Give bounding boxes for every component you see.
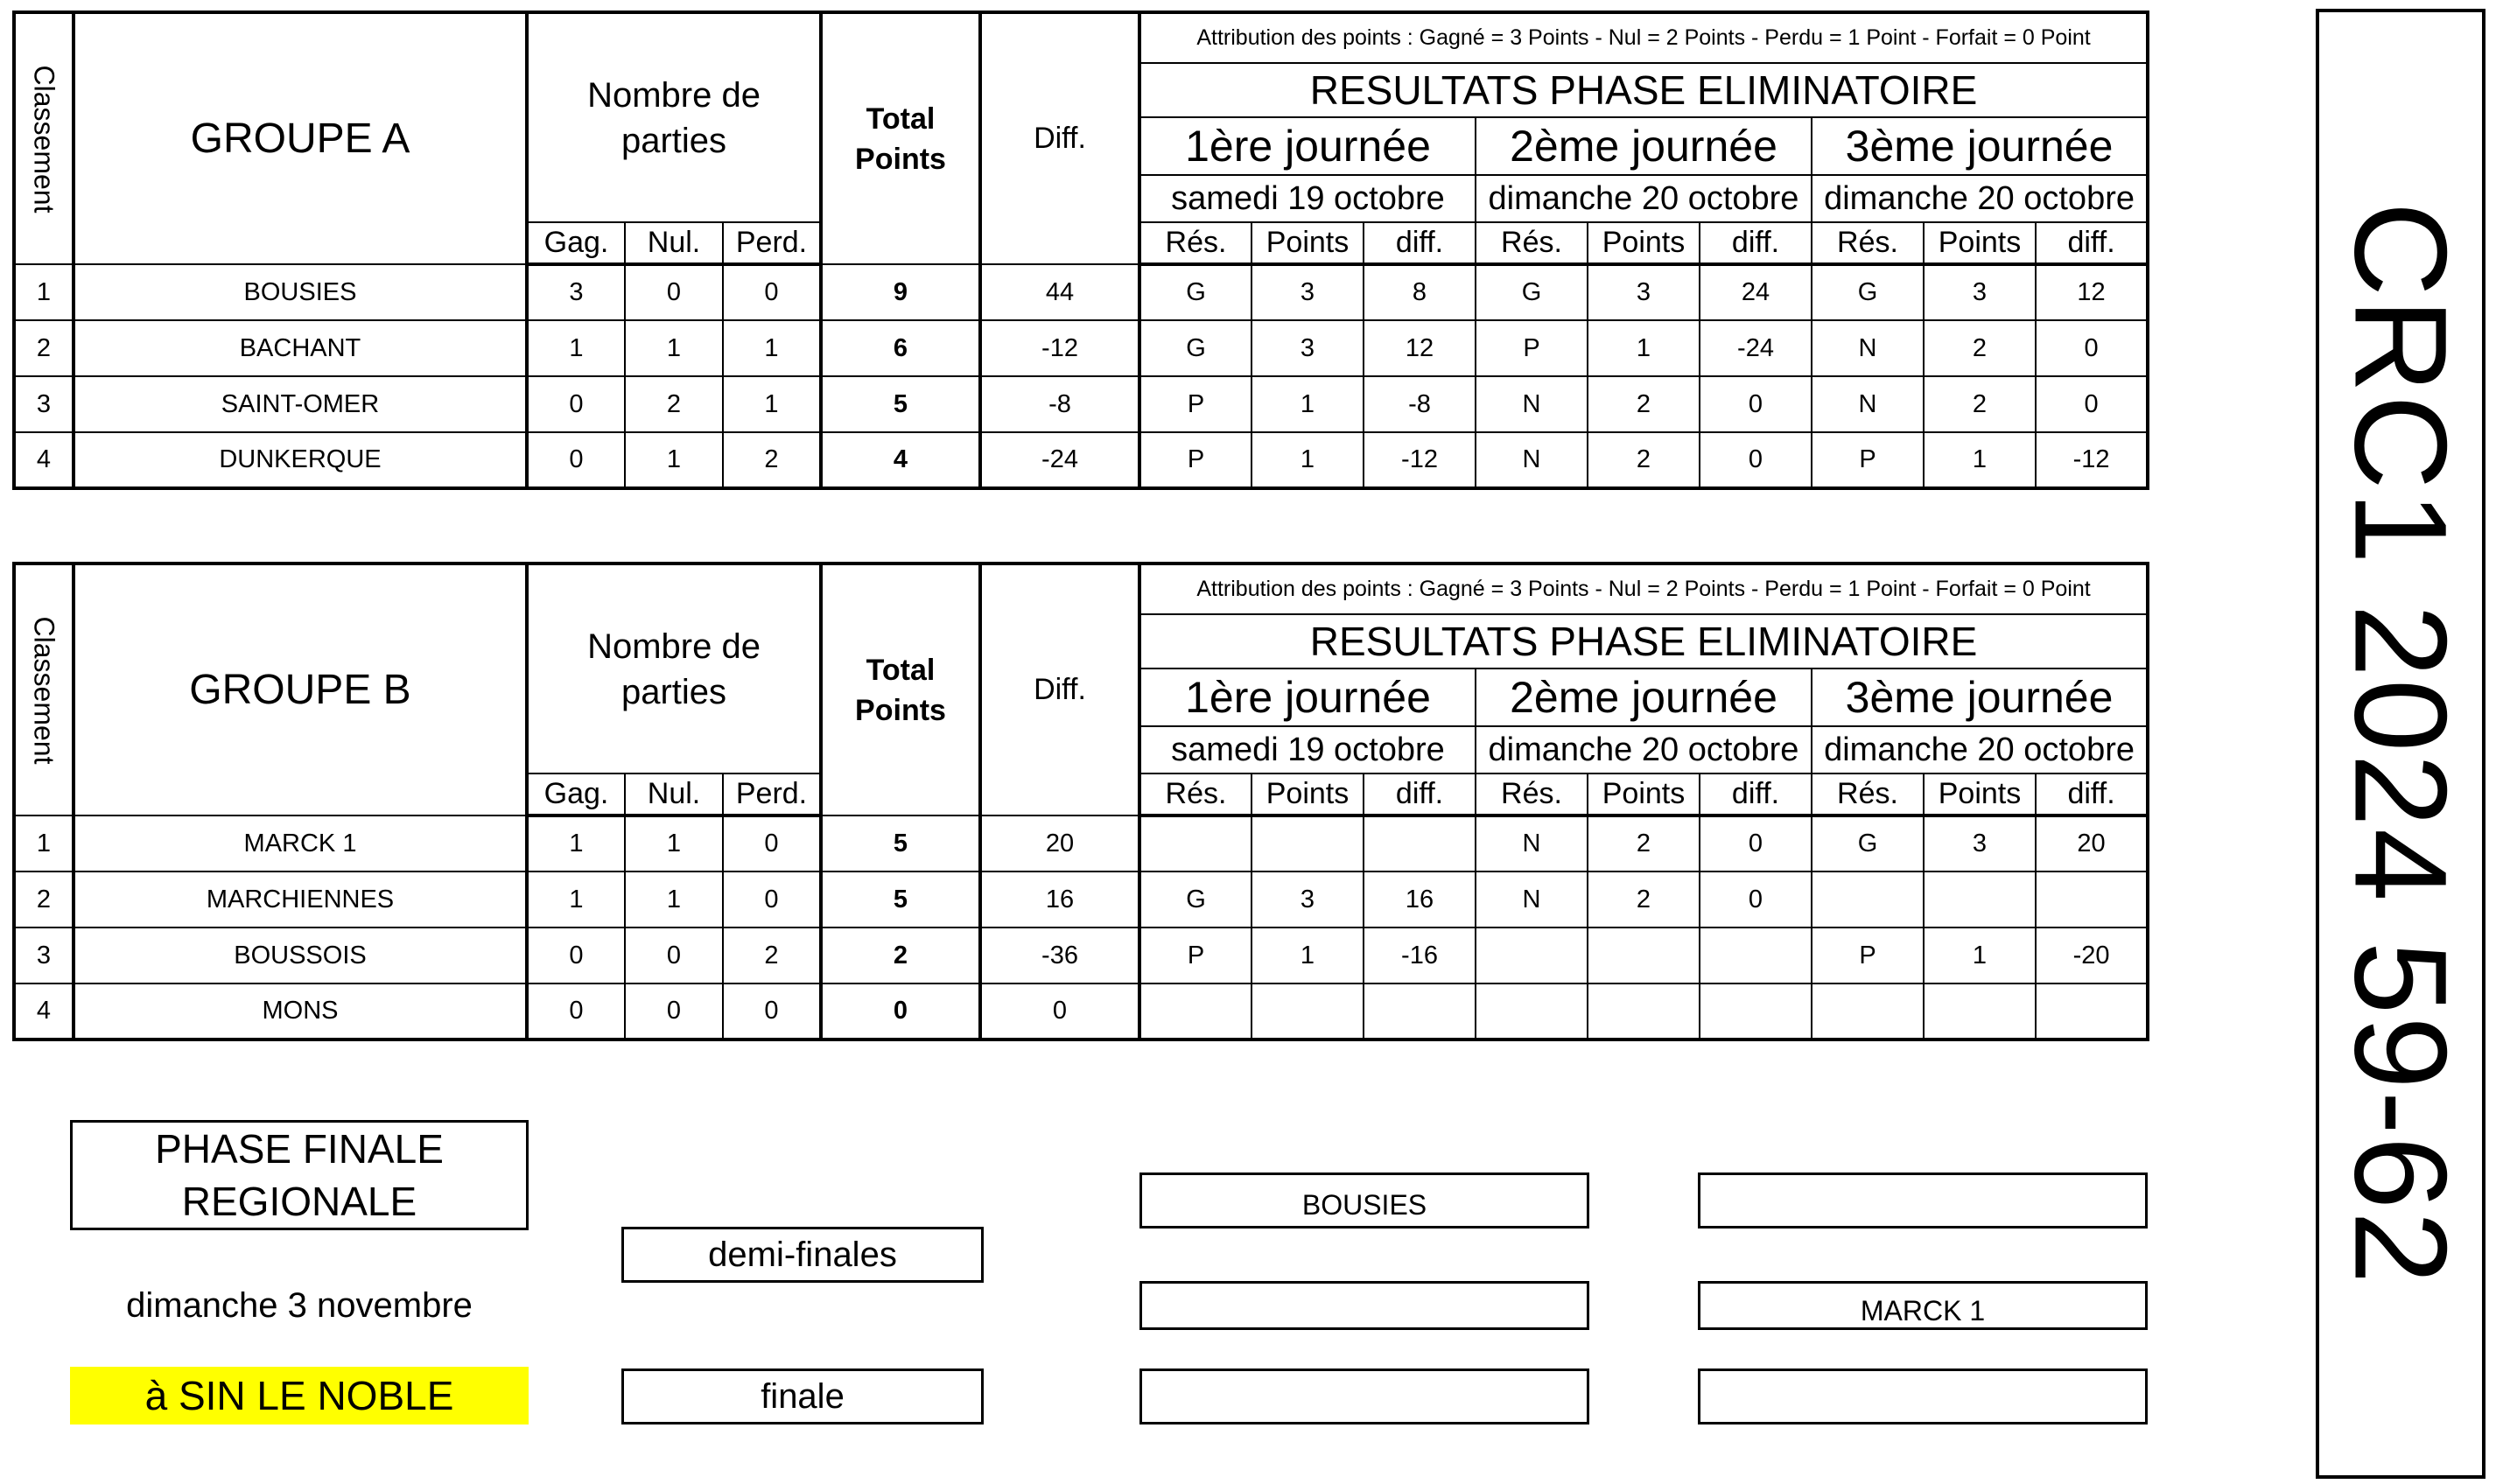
diff-small-cell [1364, 984, 1476, 1040]
points-cell: 2 [1924, 320, 2036, 376]
diff-small-cell: 0 [1700, 376, 1812, 432]
res-header: Rés. [1812, 222, 1924, 264]
res-header: Rés. [1139, 774, 1252, 816]
points-cell [1588, 984, 1700, 1040]
nul-cell: 2 [625, 376, 723, 432]
team-cell: MARCK 1 [74, 816, 527, 872]
rank-cell: 1 [14, 264, 74, 320]
points-cell [1588, 928, 1700, 984]
diff-small-cell: -8 [1364, 376, 1476, 432]
res-cell: G [1812, 264, 1924, 320]
gag-header: Gag. [527, 774, 625, 816]
diff-small-cell: -24 [1700, 320, 1812, 376]
total-cell: 2 [821, 928, 980, 984]
journee-1: 1ère journée [1139, 668, 1476, 726]
points-cell: 1 [1252, 376, 1364, 432]
diff-cell: 20 [980, 816, 1139, 872]
total-points-header: Total Points [821, 564, 980, 816]
classement-header [14, 12, 74, 264]
semi1-team-a: BOUSIES [1139, 1172, 1589, 1228]
points-header: Points [1924, 222, 2036, 264]
finale-location: à SIN LE NOBLE [70, 1367, 529, 1424]
diff-small-header: diff. [2036, 222, 2148, 264]
team-cell: MARCHIENNES [74, 872, 527, 928]
perd-cell: 0 [723, 264, 821, 320]
total-cell: 5 [821, 376, 980, 432]
diff-small-cell: 12 [1364, 320, 1476, 376]
resultats-title: RESULTATS PHASE ELIMINATOIRE [1139, 63, 2148, 117]
res-cell: P [1476, 320, 1588, 376]
classement-header [14, 564, 74, 816]
journee-1: 1ère journée [1139, 117, 1476, 175]
side-title-box [2316, 9, 2485, 1479]
diff-cell: -24 [980, 432, 1139, 488]
total-cell: 5 [821, 816, 980, 872]
rank-cell: 4 [14, 984, 74, 1040]
total-cell: 0 [821, 984, 980, 1040]
nul-cell: 0 [625, 984, 723, 1040]
res-cell [1139, 816, 1252, 872]
res-cell [1139, 984, 1252, 1040]
res-header: Rés. [1812, 774, 1924, 816]
diff-small-cell [2036, 872, 2148, 928]
diff-small-header: diff. [2036, 774, 2148, 816]
nul-header: Nul. [625, 222, 723, 264]
team-cell: DUNKERQUE [74, 432, 527, 488]
res-cell [1812, 872, 1924, 928]
nombre-de-parties-header: Nombre de parties [527, 564, 821, 774]
res-cell: G [1476, 264, 1588, 320]
semi2-team-a [1139, 1281, 1589, 1330]
res-cell: P [1139, 432, 1252, 488]
group-title: GROUPE A [74, 12, 527, 264]
finale-label: finale [621, 1368, 984, 1424]
diff-small-cell: -20 [2036, 928, 2148, 984]
team-cell: SAINT-OMER [74, 376, 527, 432]
rank-cell: 2 [14, 872, 74, 928]
group-table-1 [12, 562, 2149, 1041]
res-cell: P [1139, 376, 1252, 432]
diff-small-cell [1700, 928, 1812, 984]
points-header: Points [1252, 222, 1364, 264]
journee-date-3: dimanche 20 octobre [1812, 175, 2148, 222]
points-cell: 2 [1588, 432, 1700, 488]
total-cell: 5 [821, 872, 980, 928]
diff-cell: 44 [980, 264, 1139, 320]
diff-small-cell: 24 [1700, 264, 1812, 320]
team-row [14, 984, 2148, 1040]
diff-small-cell: -12 [1364, 432, 1476, 488]
team-cell: BACHANT [74, 320, 527, 376]
gag-cell: 3 [527, 264, 625, 320]
points-cell: 3 [1588, 264, 1700, 320]
diff-small-cell: -16 [1364, 928, 1476, 984]
phase-finale-line1: PHASE FINALE [155, 1126, 444, 1172]
res-cell: G [1812, 816, 1924, 872]
points-cell: 2 [1588, 816, 1700, 872]
resultats-title: RESULTATS PHASE ELIMINATOIRE [1139, 614, 2148, 668]
res-cell: G [1139, 320, 1252, 376]
res-cell [1476, 984, 1588, 1040]
attribution-note: Attribution des points : Gagné = 3 Points - Nul = 2 Points - Perdu = 1 Point - Forfait = 0 Point [1139, 12, 2148, 63]
res-cell [1476, 928, 1588, 984]
total-points-header: Total Points [821, 12, 980, 264]
nul-cell: 0 [625, 264, 723, 320]
gag-cell: 0 [527, 432, 625, 488]
points-header: Points [1924, 774, 2036, 816]
points-cell: 3 [1252, 264, 1364, 320]
team-cell: BOUSIES [74, 264, 527, 320]
gag-cell: 0 [527, 984, 625, 1040]
diff-small-cell: 0 [1700, 432, 1812, 488]
points-cell [1924, 984, 2036, 1040]
rank-cell: 2 [14, 320, 74, 376]
res-cell: N [1476, 872, 1588, 928]
points-cell: 2 [1924, 376, 2036, 432]
res-cell: G [1139, 264, 1252, 320]
journee-date-1: samedi 19 octobre [1139, 726, 1476, 774]
diff-small-cell [1700, 984, 1812, 1040]
journee-3: 3ème journée [1812, 668, 2148, 726]
diff-small-cell: 12 [2036, 264, 2148, 320]
phase-finale-line2: REGIONALE [181, 1179, 417, 1224]
final-team-b [1698, 1368, 2148, 1424]
res-cell: P [1139, 928, 1252, 984]
team-row [14, 376, 2148, 432]
diff-small-cell: 16 [1364, 872, 1476, 928]
points-cell: 3 [1924, 816, 2036, 872]
points-cell: 2 [1588, 872, 1700, 928]
points-cell: 1 [1588, 320, 1700, 376]
nul-header: Nul. [625, 774, 723, 816]
res-cell: P [1812, 928, 1924, 984]
points-cell: 1 [1252, 432, 1364, 488]
rank-cell: 4 [14, 432, 74, 488]
res-cell: N [1476, 816, 1588, 872]
points-cell [1252, 984, 1364, 1040]
perd-cell: 0 [723, 984, 821, 1040]
diff-cell: 0 [980, 984, 1139, 1040]
demi-finales-label: demi-finales [621, 1227, 984, 1283]
diff-header: Diff. [980, 12, 1139, 264]
diff-small-cell: 0 [1700, 816, 1812, 872]
rank-cell: 3 [14, 376, 74, 432]
points-cell [1252, 816, 1364, 872]
gag-header: Gag. [527, 222, 625, 264]
nul-cell: 1 [625, 872, 723, 928]
diff-small-cell [1364, 816, 1476, 872]
diff-small-header: diff. [1364, 222, 1476, 264]
diff-small-cell: 8 [1364, 264, 1476, 320]
res-cell: N [1476, 432, 1588, 488]
team-row [14, 872, 2148, 928]
total-cell: 6 [821, 320, 980, 376]
team-row [14, 432, 2148, 488]
nul-cell: 1 [625, 432, 723, 488]
classement-label: Classement [28, 65, 60, 213]
semi1-team-b [1698, 1172, 2148, 1228]
perd-header: Perd. [723, 222, 821, 264]
points-cell [1924, 872, 2036, 928]
finale-date: dimanche 3 novembre [126, 1285, 473, 1325]
group-table-0 [12, 10, 2149, 490]
perd-cell: 2 [723, 928, 821, 984]
total-cell: 9 [821, 264, 980, 320]
journee-3: 3ème journée [1812, 117, 2148, 175]
res-cell [1812, 984, 1924, 1040]
diff-small-cell: 0 [2036, 320, 2148, 376]
res-cell: N [1812, 376, 1924, 432]
res-header: Rés. [1476, 222, 1588, 264]
total-cell: 4 [821, 432, 980, 488]
nul-cell: 1 [625, 816, 723, 872]
points-cell: 3 [1252, 872, 1364, 928]
res-cell: N [1812, 320, 1924, 376]
perd-cell: 1 [723, 376, 821, 432]
res-cell: N [1476, 376, 1588, 432]
diff-small-header: diff. [1700, 222, 1812, 264]
points-cell: 1 [1924, 432, 2036, 488]
team-row [14, 928, 2148, 984]
journee-date-3: dimanche 20 octobre [1812, 726, 2148, 774]
journee-2: 2ème journée [1476, 668, 1812, 726]
points-cell: 1 [1924, 928, 2036, 984]
team-row [14, 320, 2148, 376]
perd-cell: 2 [723, 432, 821, 488]
diff-cell: -12 [980, 320, 1139, 376]
points-header: Points [1588, 774, 1700, 816]
res-cell: G [1139, 872, 1252, 928]
side-title: CRC1 2024 59-62 [2327, 201, 2475, 1286]
points-cell: 3 [1924, 264, 2036, 320]
gag-cell: 1 [527, 872, 625, 928]
journee-2: 2ème journée [1476, 117, 1812, 175]
points-cell: 3 [1252, 320, 1364, 376]
perd-cell: 0 [723, 872, 821, 928]
attribution-note: Attribution des points : Gagné = 3 Points - Nul = 2 Points - Perdu = 1 Point - Forfait = 0 Point [1139, 564, 2148, 614]
perd-header: Perd. [723, 774, 821, 816]
diff-cell: -36 [980, 928, 1139, 984]
points-cell: 2 [1588, 376, 1700, 432]
diff-small-cell: 0 [2036, 376, 2148, 432]
diff-small-cell [2036, 984, 2148, 1040]
nul-cell: 1 [625, 320, 723, 376]
phase-finale-title [70, 1120, 529, 1230]
diff-header: Diff. [980, 564, 1139, 816]
classement-label: Classement [28, 616, 60, 764]
team-cell: MONS [74, 984, 527, 1040]
res-header: Rés. [1139, 222, 1252, 264]
diff-small-header: diff. [1364, 774, 1476, 816]
journee-date-2: dimanche 20 octobre [1476, 726, 1812, 774]
semi2-team-b: MARCK 1 [1698, 1281, 2148, 1330]
points-header: Points [1252, 774, 1364, 816]
diff-small-cell: -12 [2036, 432, 2148, 488]
gag-cell: 0 [527, 376, 625, 432]
perd-cell: 1 [723, 320, 821, 376]
diff-cell: 16 [980, 872, 1139, 928]
team-cell: BOUSSOIS [74, 928, 527, 984]
diff-small-cell: 20 [2036, 816, 2148, 872]
journee-date-2: dimanche 20 octobre [1476, 175, 1812, 222]
gag-cell: 0 [527, 928, 625, 984]
rank-cell: 1 [14, 816, 74, 872]
points-header: Points [1588, 222, 1700, 264]
diff-small-cell: 0 [1700, 872, 1812, 928]
gag-cell: 1 [527, 816, 625, 872]
team-row [14, 816, 2148, 872]
points-cell: 1 [1252, 928, 1364, 984]
nombre-de-parties-header: Nombre de parties [527, 12, 821, 222]
team-row [14, 264, 2148, 320]
res-header: Rés. [1476, 774, 1588, 816]
gag-cell: 1 [527, 320, 625, 376]
perd-cell: 0 [723, 816, 821, 872]
nul-cell: 0 [625, 928, 723, 984]
final-team-a [1139, 1368, 1589, 1424]
diff-cell: -8 [980, 376, 1139, 432]
diff-small-header: diff. [1700, 774, 1812, 816]
group-title: GROUPE B [74, 564, 527, 816]
journee-date-1: samedi 19 octobre [1139, 175, 1476, 222]
res-cell: P [1812, 432, 1924, 488]
rank-cell: 3 [14, 928, 74, 984]
